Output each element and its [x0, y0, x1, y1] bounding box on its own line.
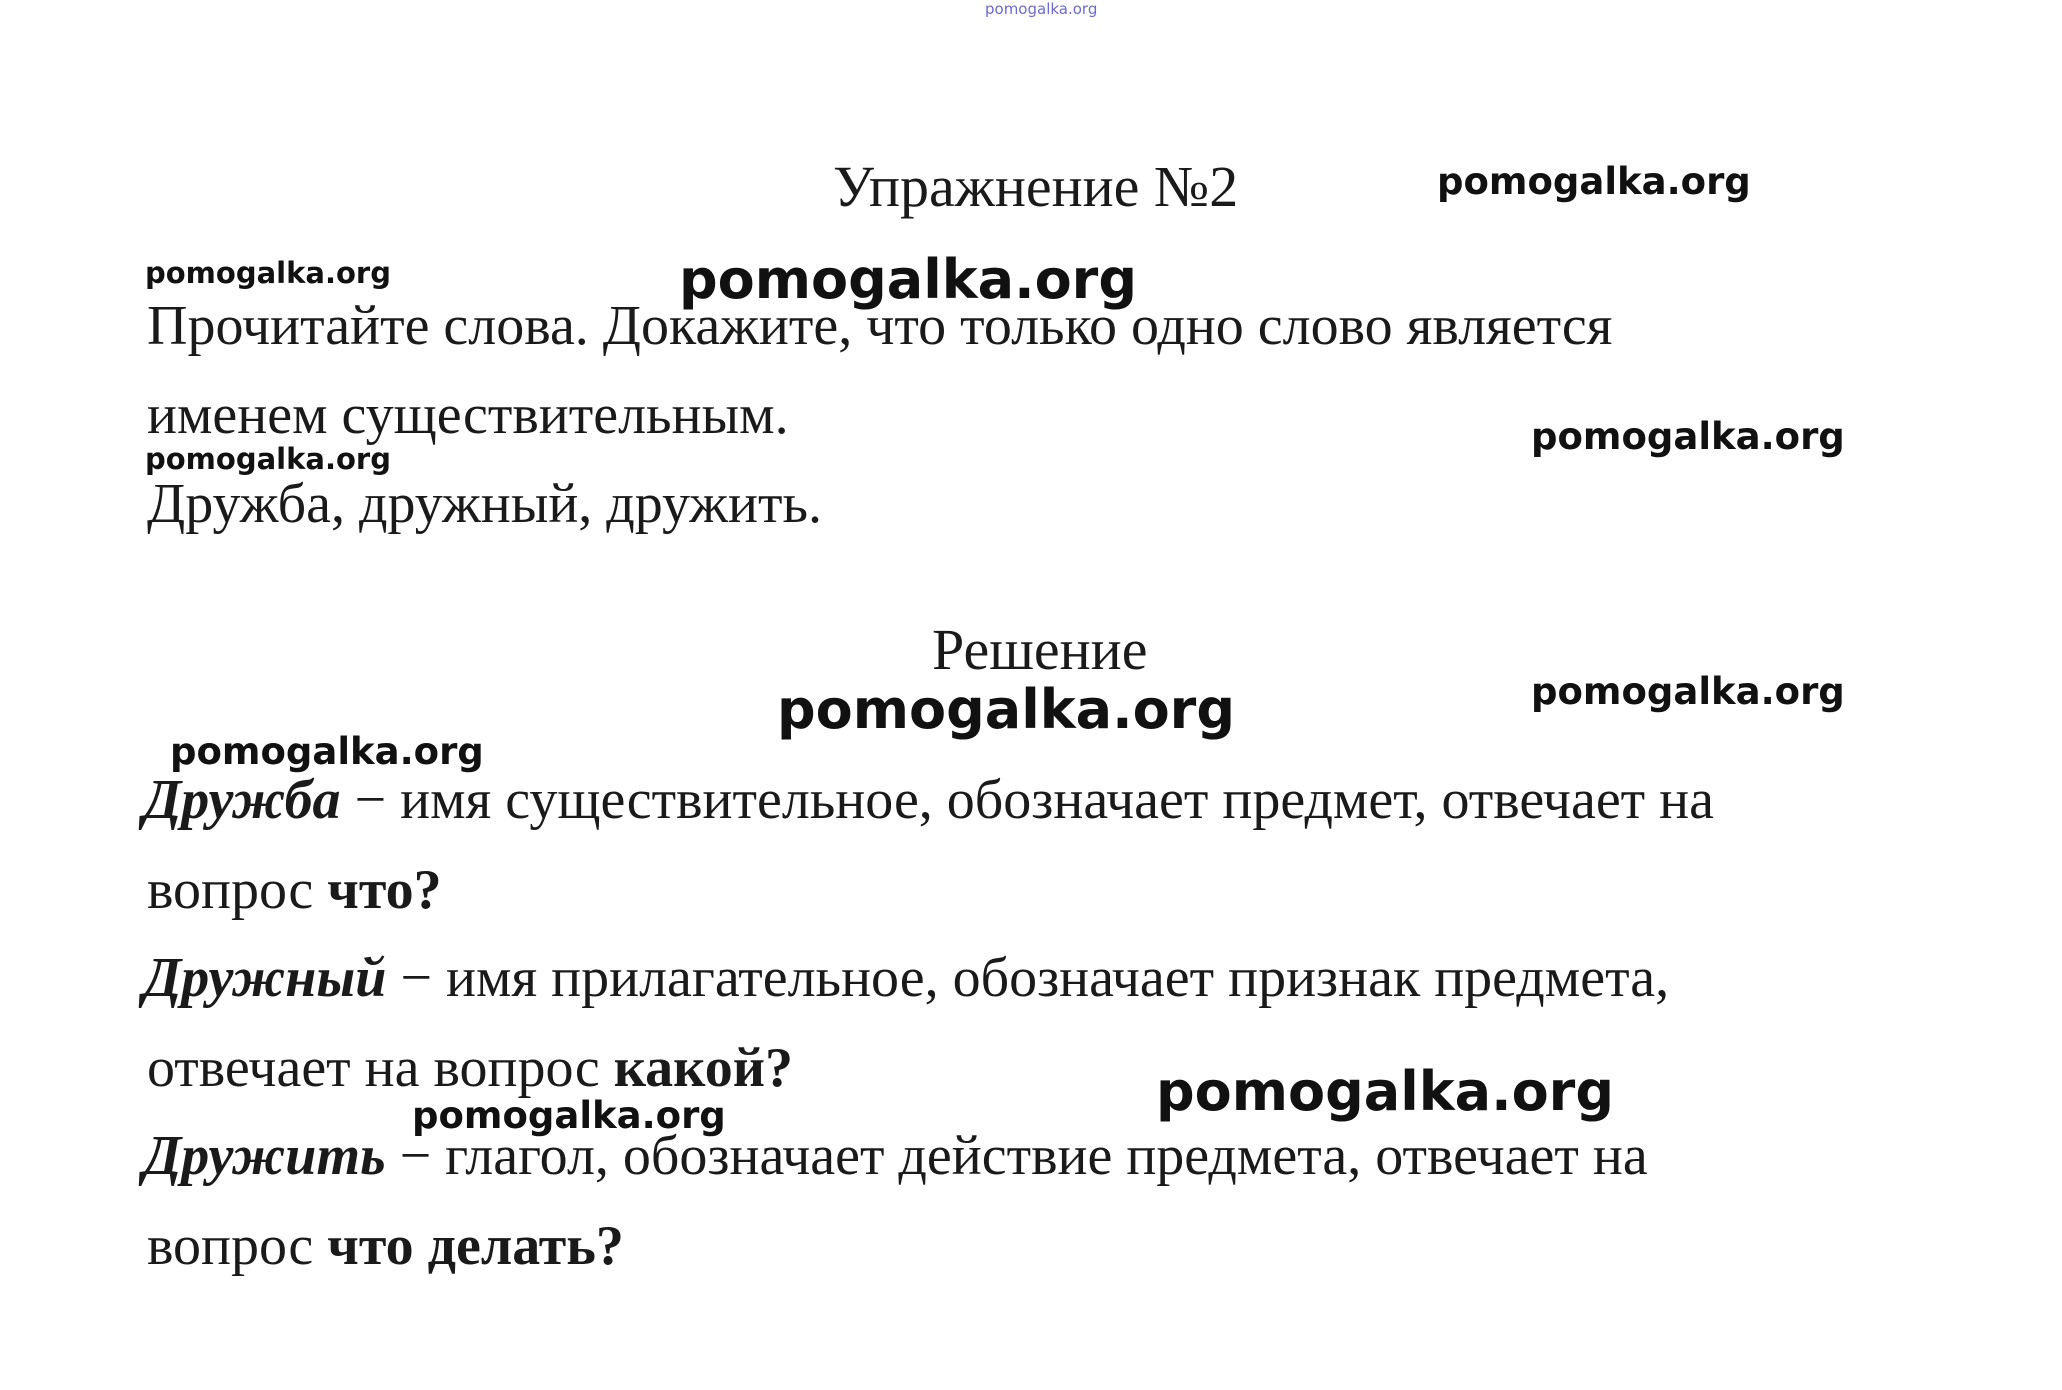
solution-item-1-line-1 — [143, 769, 1714, 831]
words-line: Дружба, дружный, дружить. — [147, 473, 822, 535]
solution-item-3-line-1 — [143, 1125, 1648, 1187]
item-2-question: какой? — [613, 1037, 793, 1099]
solution-item-2-line-2 — [147, 1037, 793, 1099]
exercise-title: Упражнение №2 — [833, 154, 1239, 219]
term-druzhit: Дружить — [143, 1125, 386, 1187]
item-3-prefix: вопрос — [147, 1215, 328, 1277]
item-2-explanation: − имя прилагательное, обозначает признак предмета, — [386, 947, 1670, 1009]
watermark: pomogalka.org — [1531, 415, 1845, 458]
term-druzhba: Дружба — [143, 769, 341, 831]
watermark: pomogalka.org — [145, 442, 391, 476]
item-1-explanation: − имя существительное, обозначает предмет, отвечает на — [340, 769, 1714, 831]
solution-item-1-line-2 — [147, 859, 442, 921]
solution-item-3-line-2 — [147, 1215, 624, 1277]
task-line-2: именем существительным. — [147, 384, 789, 446]
watermark: pomogalka.org — [1437, 160, 1751, 203]
watermark: pomogalka.org — [679, 248, 1137, 311]
term-druzhnyj: Дружный — [143, 947, 387, 1009]
watermark: pomogalka.org — [412, 1094, 726, 1137]
item-3-question: что делать? — [327, 1215, 624, 1277]
item-1-question: что? — [327, 859, 442, 921]
watermark: pomogalka.org — [170, 730, 484, 773]
solution-title: Решение — [932, 617, 1148, 682]
watermark: pomogalka.org — [1531, 670, 1845, 713]
item-2-prefix: отвечает на вопрос — [147, 1037, 614, 1099]
item-3-explanation: − глагол, обозначает действие предмета, отвечает на — [385, 1125, 1648, 1187]
watermark: pomogalka.org — [145, 256, 391, 290]
item-1-prefix: вопрос — [147, 859, 328, 921]
watermark: pomogalka.org — [777, 678, 1235, 741]
watermark: pomogalka.org — [1156, 1060, 1614, 1123]
task-line-1: Прочитайте слова. Докажите, что только одно слово является — [147, 295, 1613, 357]
top-watermark: pomogalka.org — [985, 0, 1098, 18]
solution-item-2-line-1 — [143, 947, 1670, 1009]
